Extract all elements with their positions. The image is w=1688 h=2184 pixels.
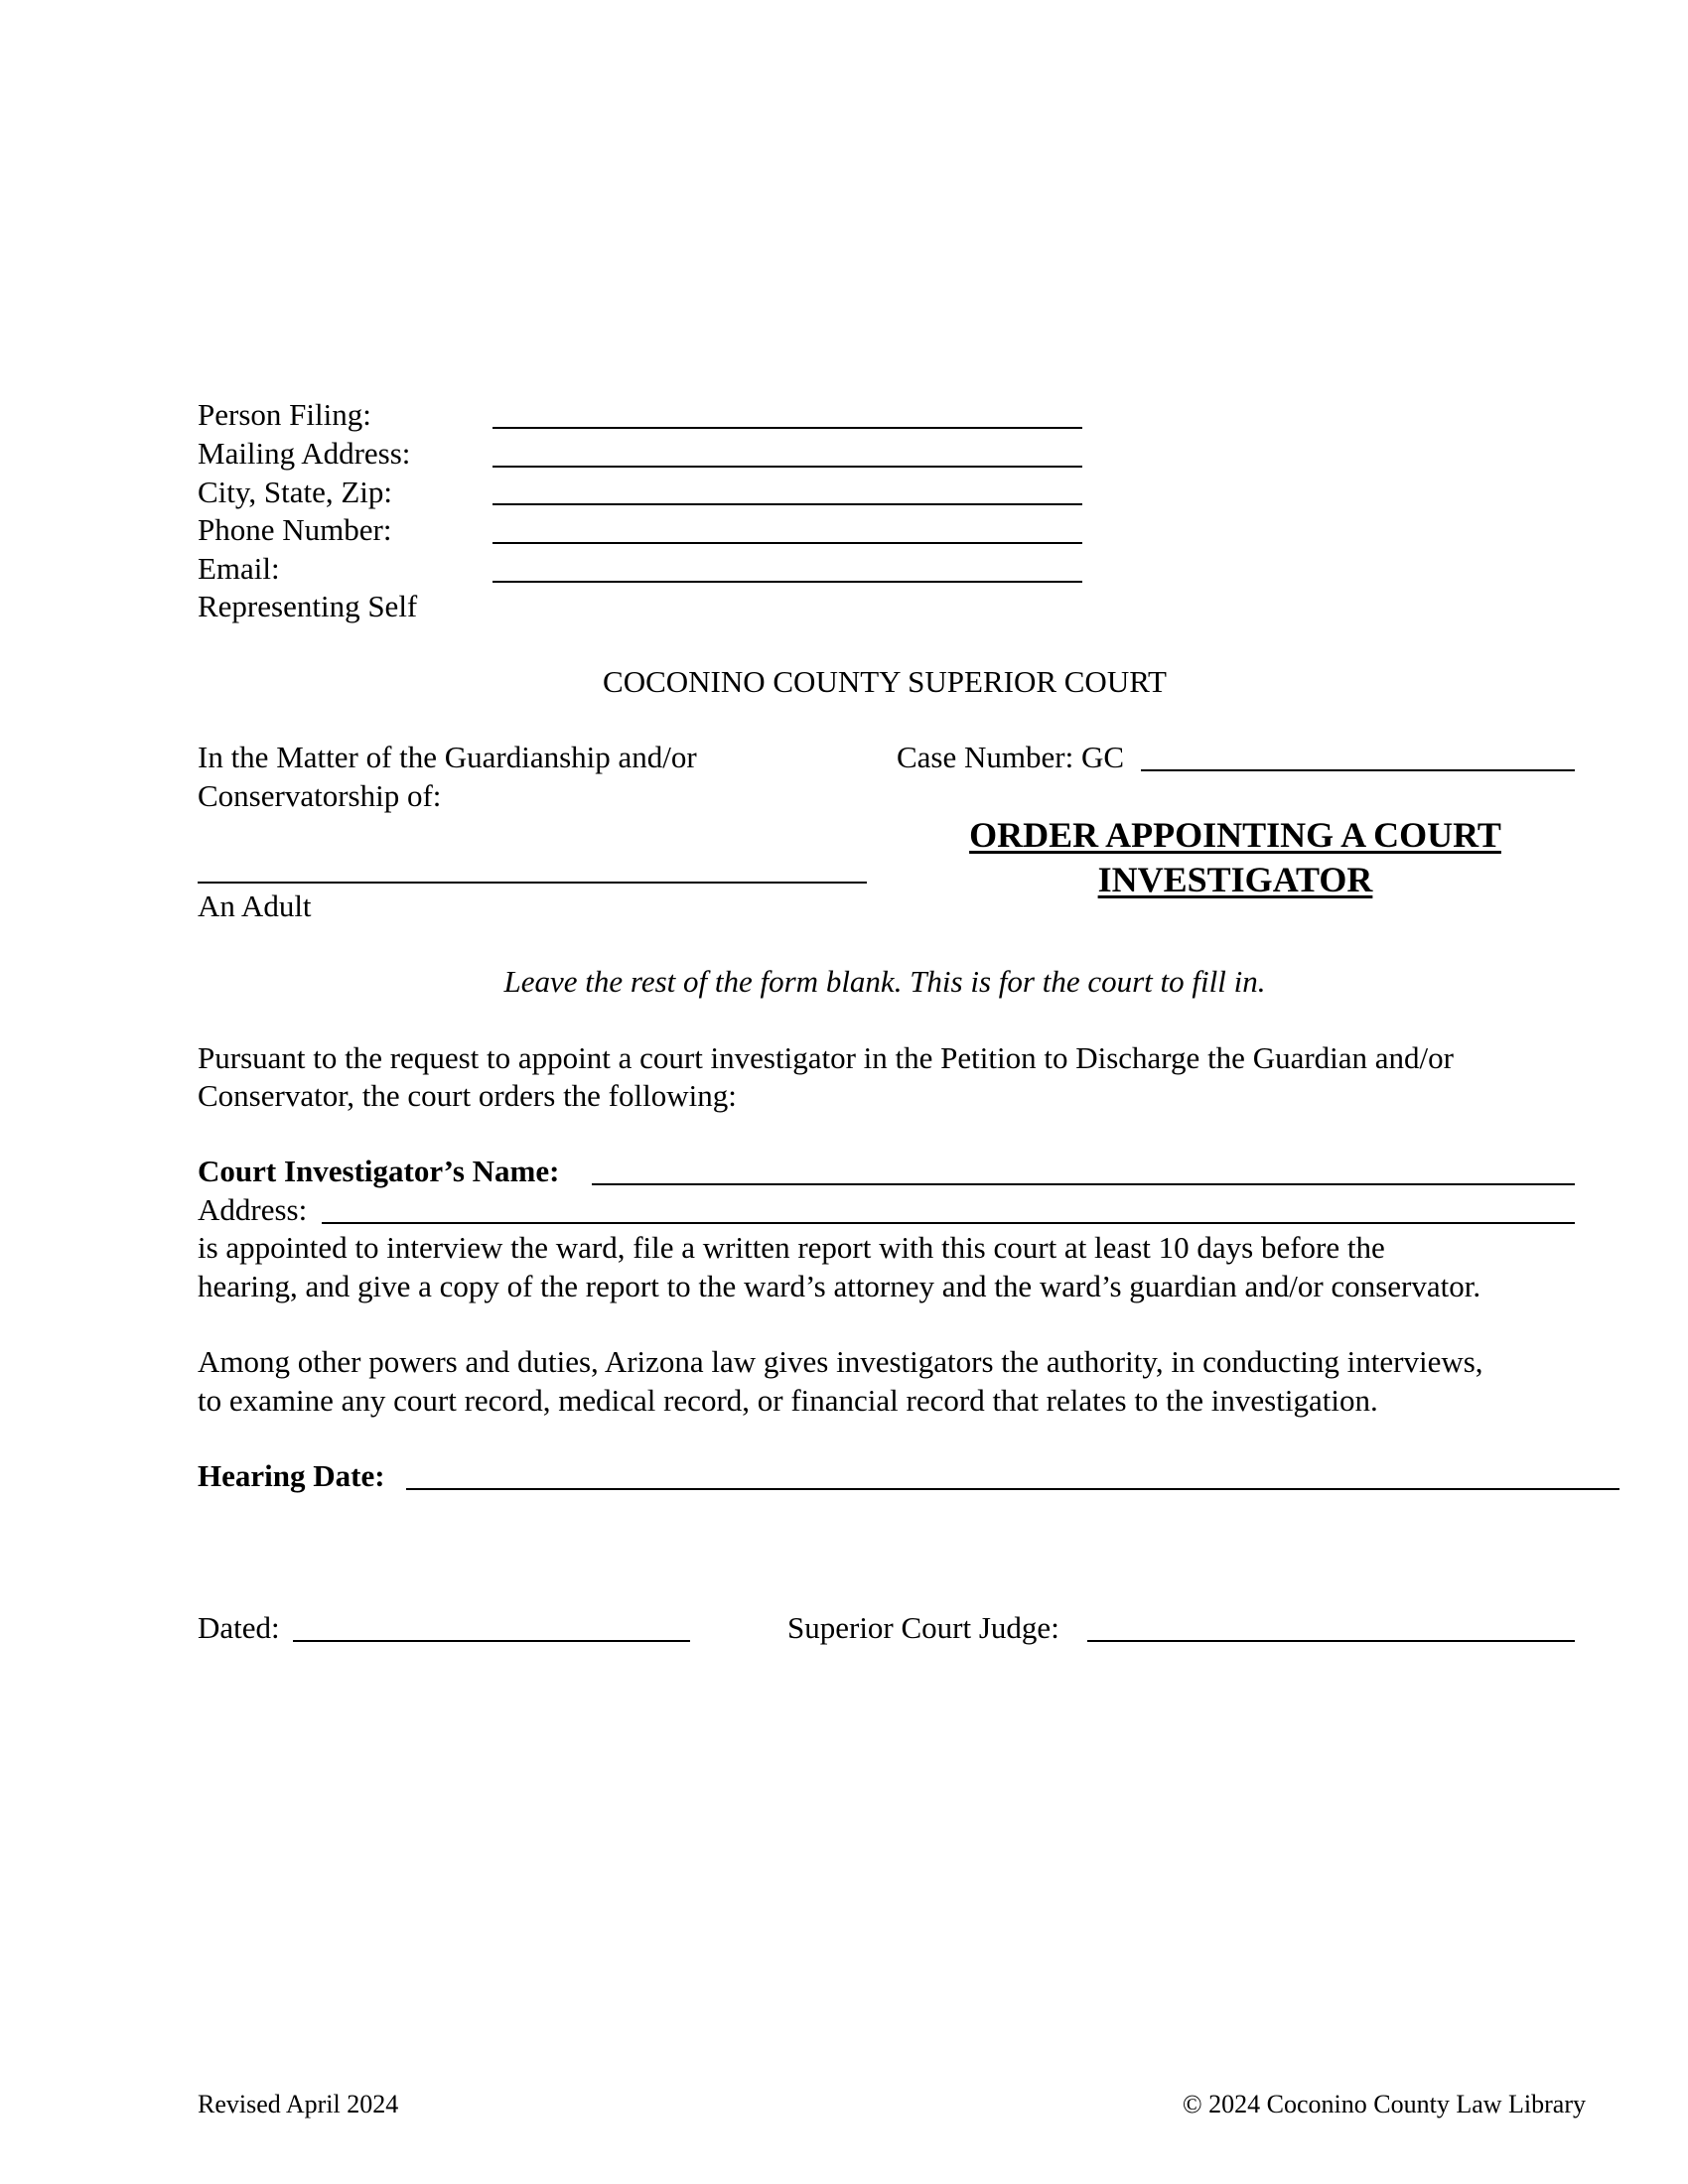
ward-name-field[interactable]: [198, 882, 867, 884]
mailing-address-field[interactable]: [492, 466, 1082, 468]
hearing-date-label: Hearing Date:: [198, 1458, 385, 1493]
mailing-address-label: Mailing Address:: [198, 436, 411, 471]
person-filing-label: Person Filing:: [198, 397, 371, 432]
intro-line-1: Pursuant to the request to appoint a court investigator in the Petition to Discharge the Guardian and/or: [198, 1040, 1454, 1075]
phone-number-field[interactable]: [492, 542, 1082, 544]
city-state-zip-field[interactable]: [492, 503, 1082, 505]
intro-line-2: Conservator, the court orders the following:: [198, 1078, 737, 1113]
judge-label: Superior Court Judge:: [787, 1610, 1059, 1645]
person-filing-field[interactable]: [492, 427, 1082, 429]
investigator-address-field[interactable]: [322, 1222, 1575, 1224]
representing-self-label: Representing Self: [198, 589, 418, 623]
phone-number-label: Phone Number:: [198, 512, 392, 547]
document-title-line-2: INVESTIGATOR: [1097, 860, 1373, 899]
appointed-line-2: hearing, and give a copy of the report to the ward’s attorney and the ward’s guardian and/or conservator.: [198, 1269, 1481, 1303]
copyright-notice: © 2024 Coconino County Law Library: [1182, 2090, 1586, 2118]
powers-line-1: Among other powers and duties, Arizona law gives investigators the authority, in conducting interviews,: [198, 1344, 1483, 1379]
city-state-zip-label: City, State, Zip:: [198, 475, 393, 509]
court-instruction: Leave the rest of the form blank. This is for the court to fill in.: [503, 964, 1266, 999]
case-number-field[interactable]: [1141, 769, 1575, 771]
matter-line-1: In the Matter of the Guardianship and/or: [198, 740, 697, 774]
revised-date: Revised April 2024: [198, 2090, 399, 2118]
investigator-name-field[interactable]: [592, 1183, 1575, 1185]
case-number-label: Case Number: GC: [897, 740, 1125, 774]
appointed-line-1: is appointed to interview the ward, file a written report with this court at least 10 days before the: [198, 1230, 1385, 1265]
document-title-line-1: ORDER APPOINTING A COURT: [969, 815, 1501, 855]
dated-label: Dated:: [198, 1610, 280, 1645]
an-adult-label: An Adult: [198, 888, 312, 923]
judge-signature-field[interactable]: [1087, 1640, 1575, 1642]
powers-line-2: to examine any court record, medical record, or financial record that relates to the investigation.: [198, 1383, 1378, 1418]
email-label: Email:: [198, 551, 280, 586]
investigator-name-label: Court Investigator’s Name:: [198, 1154, 560, 1188]
dated-field[interactable]: [293, 1640, 690, 1642]
court-name: COCONINO COUNTY SUPERIOR COURT: [603, 664, 1167, 699]
hearing-date-field[interactable]: [406, 1488, 1619, 1490]
email-field[interactable]: [492, 581, 1082, 583]
matter-line-2: Conservatorship of:: [198, 778, 442, 813]
investigator-address-label: Address:: [198, 1192, 308, 1227]
